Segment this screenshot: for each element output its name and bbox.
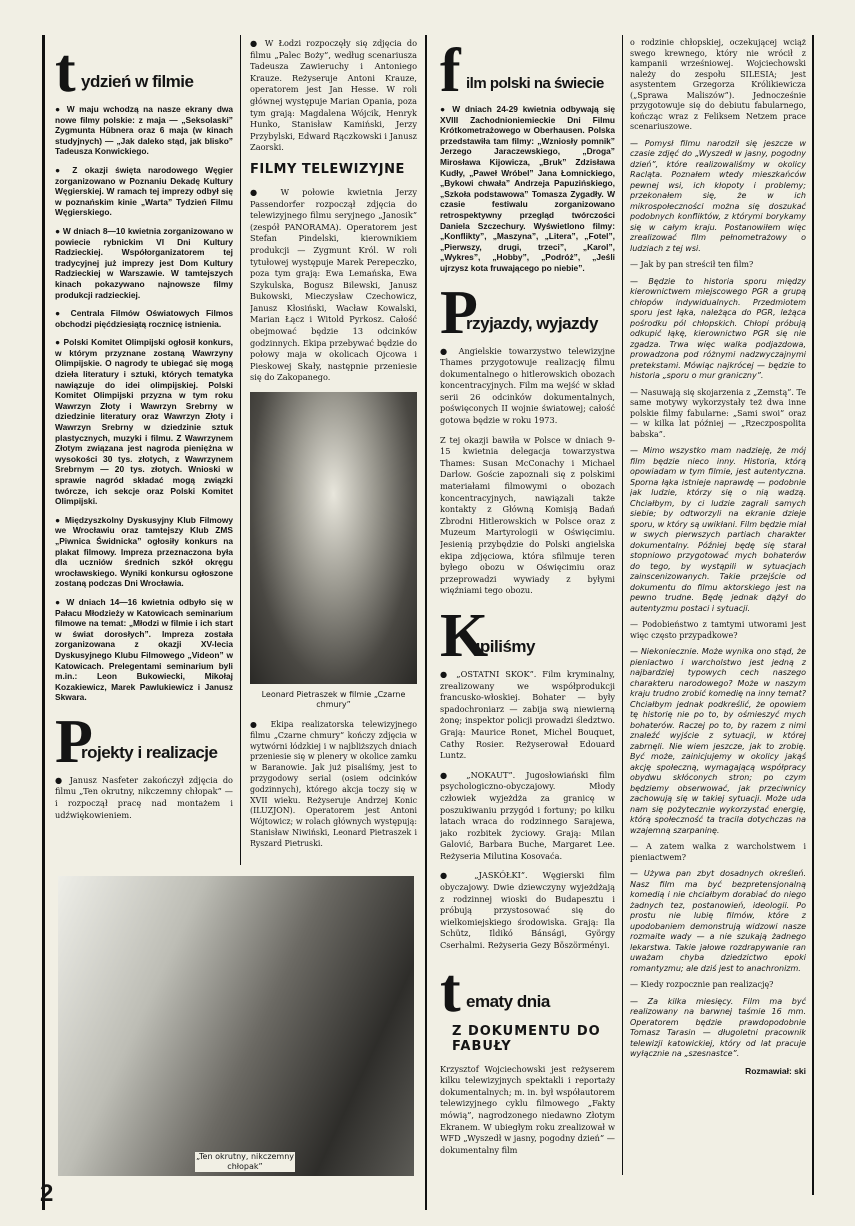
interview-text: — Będzie to historia sporu między kierownictwem miejscowego PGR a grupą chłopów indywidualnych. Przedmiotem sporu jest łąka, należąca do PGR, leżąca pośrodku pól chłopskich. Chłopi próbują odkupić łąkę, kierownictwo PGR się nie zgadza. Trwa więc walka podjazdowa, prowadzona pod różnymi nadzwyczajnymi pretekstami. Mówiąc najkrócej — będzie to historia „sporu o mur graniczny”. bbox=[630, 276, 806, 380]
news-item: ● Janusz Nasfeter zakończył zdjęcia do filmu „Ten okrutny, nikczemny chłopak” — i rozpoczął pracę nad montażem i udźwiękowieniem. bbox=[55, 774, 233, 820]
news-item: ● „OSTATNI SKOK”. Film kryminalny, zrealizowany we współprodukcji francusko-włoskiej. Bohater — były spadochroniarz — zabija swą niewierną żonę; inspektor policji prowadzi śledztwo. Grają: Maurice Ronet, Michel Bouquet, Cathy Rosier. Reżyserował Edouard Luntz. bbox=[440, 668, 615, 761]
interview-text: — Używa pan zbyt dosadnych określeń. Nasz film ma być bezpretensjonalną komedią i nie chciałbym dorabiać do niego żadnych tez, postanowień, ideologii. Po prostu nie lubię filmów, które z upodobaniem demonstrują widzowi nasze rozmaite wady — a nie szukają żadnego lekarstwa. Takie jałowe rozdrapywanie ran uważam chyba dziedzictwo epoki romantyzmu; ale dziś jest to anachronizm. bbox=[630, 869, 806, 973]
interview-text: — Mimo wszystko mam nadzieję, że mój film będzie nieco inny. Historia, którą opowiadam w tym filmie, jest autentyczna. Sporna łąka istnieje naprawdę — podobnie jak ludzie, którzy się o nią wadzą. Chciałbym, by ci ludzie zagrali samych siebie; by odtworzyli na ekranie dzieje sporu, w który są uwikłani. Film będzie miał w swych pierwszych partiach charakter dokumentalny. Później będę się starał stopniowo przygotować mych bohaterów do tego, by wystąpili w sytuacjach zainscenizowanych. Takie przejście od dokumentu do filmu aktorskiego jest na pewno trudne. Będę jednak dążył do autentyzmu postaci i sytuacji. bbox=[630, 446, 806, 613]
news-item: ● W Łodzi rozpoczęły się zdjęcia do filmu „Palec Boży”, według scenariusza Tadeusza Zawieruchy i Antoniego Krauze. Reżyseruje Antoni Krauze, operatorem jest Jan Hesse. W roli głównej występuje Marian Opania, poza tym grają: Magdalena Wójcik, Henryk Hunko, Stanisław Kamiński, Jerzy Przybylski, Edward Rączkowski i Janusz Zaorski. bbox=[250, 38, 417, 153]
news-item: ● Z okazji święta narodowego Węgier zorganizowano w Poznaniu Dekadę Kultury Węgierskiej. W ramach tej imprezy odbył się w poznańskim kinie „Warta” Tydzień Filmu Węgierskiego. bbox=[55, 164, 233, 218]
interview-question: — A zatem walka z warcholstwem i pieniactwem? bbox=[630, 842, 806, 862]
column-4 bbox=[630, 38, 806, 1178]
news-item: ● Międzyszkolny Dyskusyjny Klub Filmowy we Wrocławiu oraz tamtejszy Klub ZMS „Piwnica Świdnicka” ogłosiły konkurs na plakat filmowy. Impreza przeznaczona była dla uczniów średnich szkół okręgu wrocławskiego. Wyniki konkursu ogłoszone zostaną podczas Dni Wrocławia. bbox=[55, 514, 233, 589]
byline: Rozmawiał: ski bbox=[745, 1065, 806, 1076]
news-item: Z tej okazji bawiła w Polsce w dniach 9-15 kwietnia delegacja towarzystwa Thames: Susan McConachy i Michael Darlow. Goście zapoznali się z polskimi materiałami filmowymi o obozach koncentracyjnych, nawiązali także kontakty z Główną Komisją Badań Zbrodni Hitlerowskich w Polsce oraz z Muzeum Martyrologii w Oświęcimiu. Jesienią przybędzie do Polski angielska ekipa zdjęciowa, która sfilmuje teren byłego obozu w Oświęcimiu oraz przeprowadzi wywiady z byłymi więźniami tego obozu. bbox=[440, 434, 615, 596]
column-rule bbox=[240, 35, 241, 865]
heading-filmy-telewizyjne: FILMY TELEWIZYJNE bbox=[250, 161, 405, 177]
section-heading-tydzien: t ydzień w filmie bbox=[55, 38, 194, 105]
column-rule bbox=[812, 35, 814, 1195]
interview-text: — Za kilka miesięcy. Film ma być realizowany na barwnej taśmie 16 mm. Operatorem będzie prawdopodobnie Tomasz Tarasin — długoletni pracownik telewizji katowickiej, który od lat pracuje wyłącznie na „szesnastce”. bbox=[630, 996, 806, 1058]
news-item: ● Angielskie towarzystwo telewizyjne Thames przygotowuje realizację filmu dokumentalnego o hitlerowskich obozach koncentracyjnych. Film ma wejść w skład serii 26 odcinków dokumentalnych, poświęconych II wojnie światowej; całość gotowa będzie w roku 1973. bbox=[440, 345, 615, 426]
photo-pietraszek bbox=[250, 392, 417, 684]
news-item: ● Centrala Filmów Oświatowych Filmos obchodzi pięćdziesiątą rocznicę istnienia. bbox=[55, 308, 233, 329]
interview-question: — Podobieństwo z tamtymi utworami jest więc często przypadkowe? bbox=[630, 620, 806, 640]
interview-question: — Jak by pan streścił ten film? bbox=[630, 260, 754, 269]
heading-z-dokumentu: Z DOKUMENTU DO FABUŁY bbox=[452, 1023, 601, 1054]
column-rule bbox=[42, 35, 45, 1210]
news-item: ● „NOKAUT”. Jugosłowiański film psychologiczno-obyczajowy. Młody człowiek wyjeżdża za granicę w poszukiwaniu przygód i fortuny; po kilku latach wraca do rodzinnego Sarajewa, jako rozbitek życiowy. Grają: Milan Galović, Barbara Buche, Margaret Lee. Reżyseria Milutina Kosovaća. bbox=[440, 769, 615, 861]
column-rule bbox=[622, 35, 623, 1175]
news-item: ● Polski Komitet Olimpijski ogłosił konkurs, w którym przyznane zostaną Wawrzyny Olimpijskie. O nagrody te ubiegać się mogą dzieła literatury i sztuki, których tematyka nawiązuje do idei olimpijskiej. Polski Komitet Olimpijski przyzna w tym roku Wawrzyn Złoty i Wawrzyn Srebrny w dziedzinie literatury oraz Wawrzyn Złoty i Wawrzyn Srebrny w dziedzinie sztuk plastycznych, muzyki i filmu. Z Wawrzynem Złotym związana jest nagroda pieniężna w wysokości 30 tys. złotych, z Wawrzynem Srebrnym — 20 tys. złotych. Wnioski w sprawie nagród składać mogą związki twórcze, ich sekcje oraz Polski Komitet Olimpijski. bbox=[55, 337, 233, 507]
interview-question: — Kiedy rozpocznie pan realizację? bbox=[630, 980, 774, 989]
news-item: ● „JASKÓŁKI”. Węgierski film obyczajowy. Dwie dziewczyny wyjeżdżają z rodzinnej wioski do Budapesztu i próbują przystosować się do wielkomiejskiego środowiska. Grają: Ila Schütz, Ildikó Bánsági, György Cserhalmi. Reżyseria Gezy Böszörményi. bbox=[440, 870, 615, 951]
column-rule bbox=[425, 35, 427, 1210]
interview-text: — Niekoniecznie. Może wynika ono stąd, że pieniactwo i warcholstwo jest jedną z najbardziej typowych cech naszego charakteru narodowego? Może w naszym kraju trudno zrobić komedię na inny temat? Chciałbym jednak podkreślić, że opowiem tę historię nie po to, by ośmieszyć mych bohaterów. Raczej po to, by razem z nimi znaleźć wyjście z sytuacji, w której zabrnęli. Nie wiem jeszcze, jak to zrobię. Być może, zainicjujemy w okolicy jakąś akcję społeczną, wymagającą współpracy obydwu skłóconych stron; po czym będziemy obserwować, jak przeciwnicy zachowują się w takiej sytuacji. Może uda nam się pożytecznie wykorzystać energię, którą społeczność ta tracila dotychczas na wzajemną szarpaninę. bbox=[630, 647, 806, 835]
photo-caption: „Ten okrutny, nikczemny chłopak” bbox=[195, 1152, 295, 1171]
photo-caption: Leonard Pietraszek w filmie „Czarne chmury” bbox=[261, 690, 406, 710]
section-heading-projekty: P rojekty i realizacje bbox=[55, 707, 218, 776]
column-1 bbox=[55, 38, 233, 860]
page-number: 2 bbox=[40, 1180, 54, 1207]
column-2 bbox=[250, 38, 417, 870]
section-heading-tematy: t ematy dnia bbox=[440, 956, 550, 1025]
news-item: ● W dniach 14—16 kwietnia odbyło się w Pałacu Młodzieży w Katowicach seminarium filmowe na temat: „Młodzi w filmie i ich start w świat dorosłych”. Impreza została zorganizowana z okazji XV-lecia Dyskusyjnego Klubu Filmowego „Videon” w Katowicach. Prelegentami seminarium byli m.in.: Leon Bukowiecki, Mikołaj Kozakiewicz, Marek Pawlukiewicz i Janusz Skwara. bbox=[55, 596, 233, 703]
news-item: ● W dniach 8—10 kwietnia zorganizowano w powiecie rybnickim VI Dni Kultury Radzieckiej. Współorganizatorem tej tradycyjnej już imprezy jest Dom Kultury Radzieckiej w Warszawie. W tamtejszych kinach pokazywano najnowsze filmy produkcji radzieckiej. bbox=[55, 225, 233, 300]
interview-text: — Pomysł filmu narodził się jeszcze w czasie zdjęć do „Wyszedł w jasny, pogodny dzień”, które realizowaliśmy w okolicy Racląta. Poznałem wtedy mieszkańców pewnej wsi, ich kłopoty i problemy; przekonałem się, że w ich mikrospołeczności można się doszukać podobnych konfliktów, z którymi borykamy się w całym kraju. Postanowiłem więc zrealizować film pełnometrażowy o ludziach z tej wsi. bbox=[630, 138, 806, 253]
news-item: ● W połowie kwietnia Jerzy Passendorfer rozpoczął zdjęcia do telewizyjnego filmu seryjnego „Janosik” (zespół PANORAMA). Operatorem jest Stefan Pindelski, kierownikiem produkcji — Zygmunt Król. W roli tytułowej występuje Marek Perepeczko, poza tym grają: Ewa Lemańska, Ewa Szykulska, Bogusz Bilewski, Janusz Bukowski, Mieczysław Czechowicz, Janusz Kłosiński, Wacław Kowalski, Marian Łącz i Witold Pyrkosz. Całość obejmować będzie 13 odcinków godzinnych. Ekipa przebywać będzie do połowy maja w okolicach Ojcowa i Pieskowej Skały, następnie przeniesie się do Zakopanego. bbox=[250, 186, 417, 383]
photo-boys bbox=[58, 876, 414, 1176]
interview-text: o rodzinie chłopskiej, oczekującej wciąż swego krewnego, który nie wrócił z kampanii wrześniowej. Wojciechowski należy do zespołu SILESIA; jest asystentem Grzegorza Królikiewicza („Sprawa Maliszów”). Jednocześnie przygotowuje się do debiutu fabularnego, kończąc wraz z Feliksem Netzem prace scenariuszowe. bbox=[630, 38, 806, 131]
news-item: ● W maju wchodzą na nasze ekrany dwa nowe filmy polskie: z maja — „Seksolaski” Zygmunta Hübnera oraz 6 maja (w kinach studyjnych) — „Jak daleko stąd, jak blisko” Tadeusza Konwickiego. bbox=[55, 104, 233, 157]
section-heading-przyjazdy: P rzyjazdy, wyjazdy bbox=[440, 278, 598, 347]
interview-question: — Nasuwają się skojarzenia z „Zemstą”. Te same motywy wykorzystały też dwa inne polskie filmy fabularne: „Sami swoi” oraz — w kilka lat później — „Rzeczpospolita babska”. bbox=[630, 387, 806, 439]
article-text: Krzysztof Wojciechowski jest reżyserem kilku telewizyjnych spektakli i reportaży dokumentalnych; m. in. był współautorem telewizyjnego cyklu filmowego „Fakty mówią”, nagrodzonego niedawno Złotym Ekranem. W ubiegłym roku zrealizował w WFD „Wyszedł w jasny, pogodny dzień” — dokumentalny film bbox=[440, 1063, 615, 1155]
news-item: ● W dniach 24-29 kwietnia odbywają się XVIII Zachodnioniemieckie Dni Filmu Krótkometrażowego w Oberhausen. Polska przedstawiła tam filmy: „Wzniosły pomnik” Jerzego Jaraczewskiego, „Droga” Mirosława Kijowicza, „Bruk” Zdzisława Kudły, „Paweł Wróbel” Jana Łomnickiego, „Bykowi chwała” Andrzeja Papuzińskiego, „Szkoła podstawowa” Tomasza Zygadły. W czasie festiwalu zorganizowano retrospektywny przegląd twórczości Daniela Szczechury. Wyświetlono filmy: „Konflikty”, „Maszyna”, „Litera”, „Fotel”, „Pierwszy, drugi, trzeci”, „Karol”, „Wykres”, „Hobby”, „Podróż”, „Jeśli ujrzysz kota fruwającego po niebie”. bbox=[440, 104, 615, 273]
column-3 bbox=[440, 38, 615, 1208]
section-heading-film-polski: f ilm polski na świecie bbox=[440, 38, 604, 105]
section-heading-kupilismy: K upiliśmy bbox=[440, 601, 535, 670]
news-item: ● Ekipa realizatorska telewizyjnego filmu „Czarne chmury” kończy zdjęcia w wytwórni łódzkiej i w najbliższych dniach przeniesie się w plenery w okolice zamku w Baranowie. Jak już pisaliśmy, jest to przygodowy serial (osiem odcinków godzinnych), którego akcja toczy się w XVII wieku. Reżyseruje Andrzej Konic (ILUZJON). Operatorem jest Antoni Wójtowicz; w rolach głównych występują: Stanisław Niwiński, Leonard Pietraszek i Ryszard Pietruski. bbox=[250, 720, 417, 848]
